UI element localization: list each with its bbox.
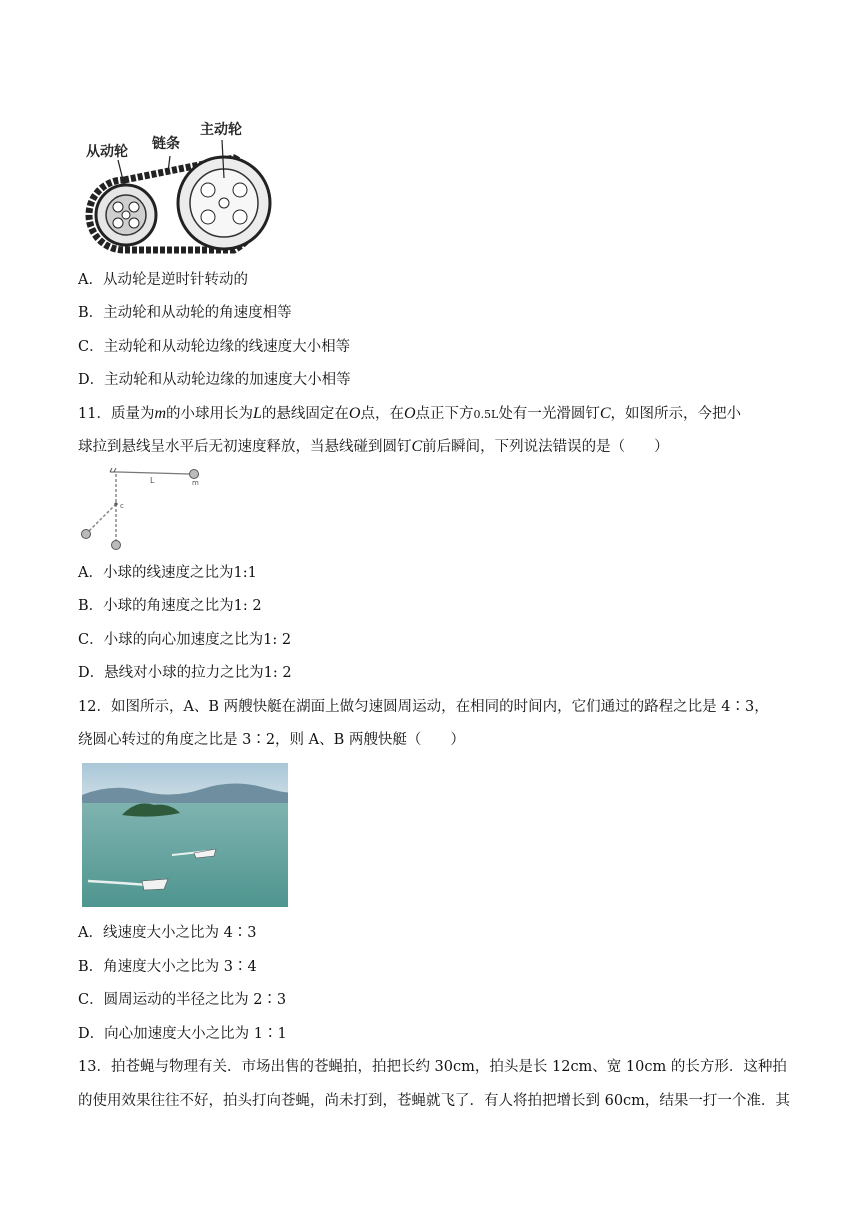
boat-b xyxy=(142,879,168,890)
q10-option-a: A．从动轮是逆时针转动的 xyxy=(78,272,248,288)
label-driver-wheel: 主动轮 xyxy=(200,122,242,138)
nail-c xyxy=(114,502,117,505)
q11-stem-line1: 11．质量为m的小球用长为L的悬线固定在O点，在O点正下方0.5L处有一光滑圆钉C，如图所示，今把小 xyxy=(78,405,742,422)
q11-stem-line2: 球拉到悬线呈水平后无初速度释放，当悬线碰到圆钉C前后瞬间，下列说法错误的是（ ） xyxy=(78,438,669,455)
label-chain: 链条 xyxy=(152,136,180,152)
q13-stem-line2: 的使用效果往往不好，拍头打向苍蝇，尚未打到，苍蝇就飞了．有人将拍把增长到 60cm，结果一打一个准．其 xyxy=(78,1093,790,1109)
half-L: 0.5L xyxy=(473,408,499,421)
string-horizontal xyxy=(118,472,190,474)
q13-stem-line1: 13．拍苍蝇与物理有关．市场出售的苍蝇拍，拍把长约 30cm，拍头是长 12cm、宽 10cm 的长方形．这种拍 xyxy=(78,1059,787,1075)
q11-option-a: A．小球的线速度之比为1:1 xyxy=(78,565,257,581)
q11-option-b: B．小球的角速度之比为1: 2 xyxy=(78,598,262,614)
q12-option-a: A．线速度大小之比为 4∶3 xyxy=(78,925,257,941)
q12-option-c: C．圆周运动的半径之比为 2∶3 xyxy=(78,992,287,1008)
fig-label-m: m xyxy=(192,479,199,487)
string-after-nail xyxy=(88,504,116,532)
fig-label-c: c xyxy=(120,502,124,510)
q12-option-b: B．角速度大小之比为 3∶4 xyxy=(78,959,257,975)
label-driven-wheel: 从动轮 xyxy=(86,144,128,160)
ball-bottom xyxy=(112,541,121,550)
chain-drive-figure xyxy=(84,118,274,254)
q10-option-b: B．主动轮和从动轮的角速度相等 xyxy=(78,305,292,321)
q12-stem-line2: 绕圆心转过的角度之比是 3∶2，则 A、B 两艘快艇（ ） xyxy=(78,732,465,748)
q10-option-c: C．主动轮和从动轮边缘的线速度大小相等 xyxy=(78,339,351,355)
q10-option-d: D．主动轮和从动轮边缘的加速度大小相等 xyxy=(78,372,351,388)
q12-option-d: D．向心加速度大小之比为 1∶1 xyxy=(78,1026,287,1042)
q11-option-d: D．悬线对小球的拉力之比为1: 2 xyxy=(78,665,292,681)
ball-swing xyxy=(82,530,91,539)
var-L: L xyxy=(253,405,262,422)
ball-initial xyxy=(190,470,199,479)
q11-option-c: C．小球的向心加速度之比为1: 2 xyxy=(78,632,292,648)
var-C: C xyxy=(599,405,611,422)
q12-stem-line1: 12．如图所示，A、B 两艘快艇在湖面上做匀速圆周运动，在相同的时间内，它们通过的路程之比是 4∶3， xyxy=(78,699,769,715)
var-m: m xyxy=(154,405,167,422)
lake-speedboats-photo xyxy=(82,763,288,907)
var-O: O xyxy=(348,405,361,422)
fig-label-L: L xyxy=(150,476,155,485)
pendulum-figure xyxy=(76,468,216,554)
